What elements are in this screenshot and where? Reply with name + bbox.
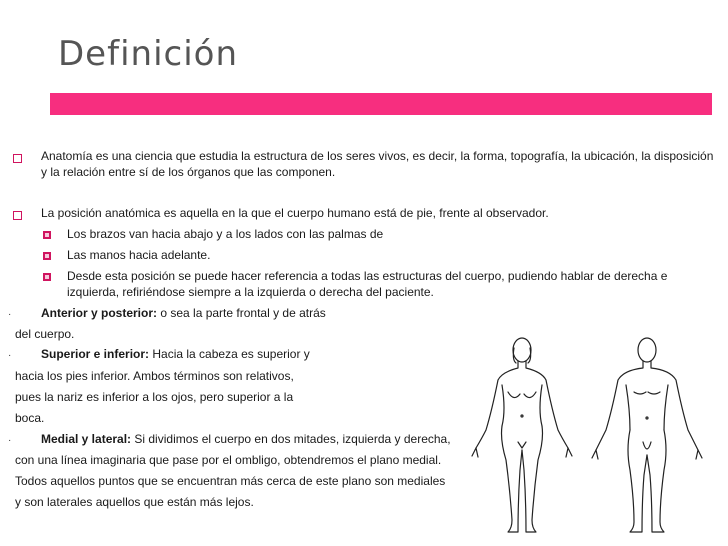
term-medial-lateral	[41, 431, 451, 447]
sub-item-1: Los brazos van hacia abajo y a los lados con las palmas de	[67, 227, 384, 241]
dot-bullet-icon: ·	[8, 435, 12, 446]
anatomical-figures-illustration	[462, 330, 712, 540]
sub-item-3-line-2: izquierda, refiriéndose siempre a la izquierda o derecha del paciente.	[67, 285, 434, 299]
page-title: Definición	[58, 34, 238, 74]
square-bullet-icon	[13, 211, 22, 220]
paragraph-2-line-1: La posición anatómica es aquella en la que el cuerpo humano está de pie, frente al observador.	[41, 206, 549, 220]
filled-square-bullet-icon	[43, 231, 51, 239]
dot-bullet-icon: ·	[8, 350, 12, 361]
term-continuation: boca.	[15, 411, 45, 425]
left-margin	[0, 0, 24, 86]
term-continuation: pues la nariz es inferior a los ojos, pero superior a la	[15, 390, 294, 404]
sub-item-3-line-1: Desde esta posición se puede hacer referencia a todas las estructuras del cuerpo, pudiendo hablar de derecha e	[67, 269, 668, 283]
term-text: o sea la parte frontal y de atrás	[157, 306, 326, 320]
term-text: Si dividimos el cuerpo en dos mitades, izquierda y derecha,	[131, 432, 451, 446]
term-superior-inferior	[41, 346, 310, 362]
term-label: Superior e inferior:	[41, 347, 150, 361]
male-figure	[592, 338, 702, 532]
term-label: Anterior y posterior:	[41, 306, 158, 320]
term-continuation: hacia los pies inferior. Ambos términos son relativos,	[15, 369, 294, 383]
term-continuation: con una línea imaginaria que pase por el ombligo, obtendremos el plano medial.	[15, 453, 442, 467]
square-bullet-icon	[13, 154, 22, 163]
filled-square-bullet-icon	[43, 273, 51, 281]
female-figure	[472, 338, 572, 532]
term-text: Hacia la cabeza es superior y	[149, 347, 310, 361]
paragraph-1-line-1: Anatomía es una ciencia que estudia la estructura de los seres vivos, es decir, la forma, topografía, la ubicación, la disposición	[41, 149, 714, 163]
paragraph-1-line-2: y la relación entre sí de los órganos que las componen.	[41, 165, 336, 179]
term-continuation: Todos aquellos puntos que se encuentran más cerca de este plano son mediales	[15, 474, 446, 488]
filled-square-bullet-icon	[43, 252, 51, 260]
dot-bullet-icon: ·	[8, 309, 12, 320]
term-continuation: del cuerpo.	[15, 327, 75, 341]
term-continuation: y son laterales aquellos que están más lejos.	[15, 495, 254, 509]
accent-bar	[50, 93, 712, 115]
term-anterior-posterior	[41, 305, 326, 321]
sub-item-2: Las manos hacia adelante.	[67, 248, 211, 262]
term-label: Medial y lateral:	[41, 432, 132, 446]
